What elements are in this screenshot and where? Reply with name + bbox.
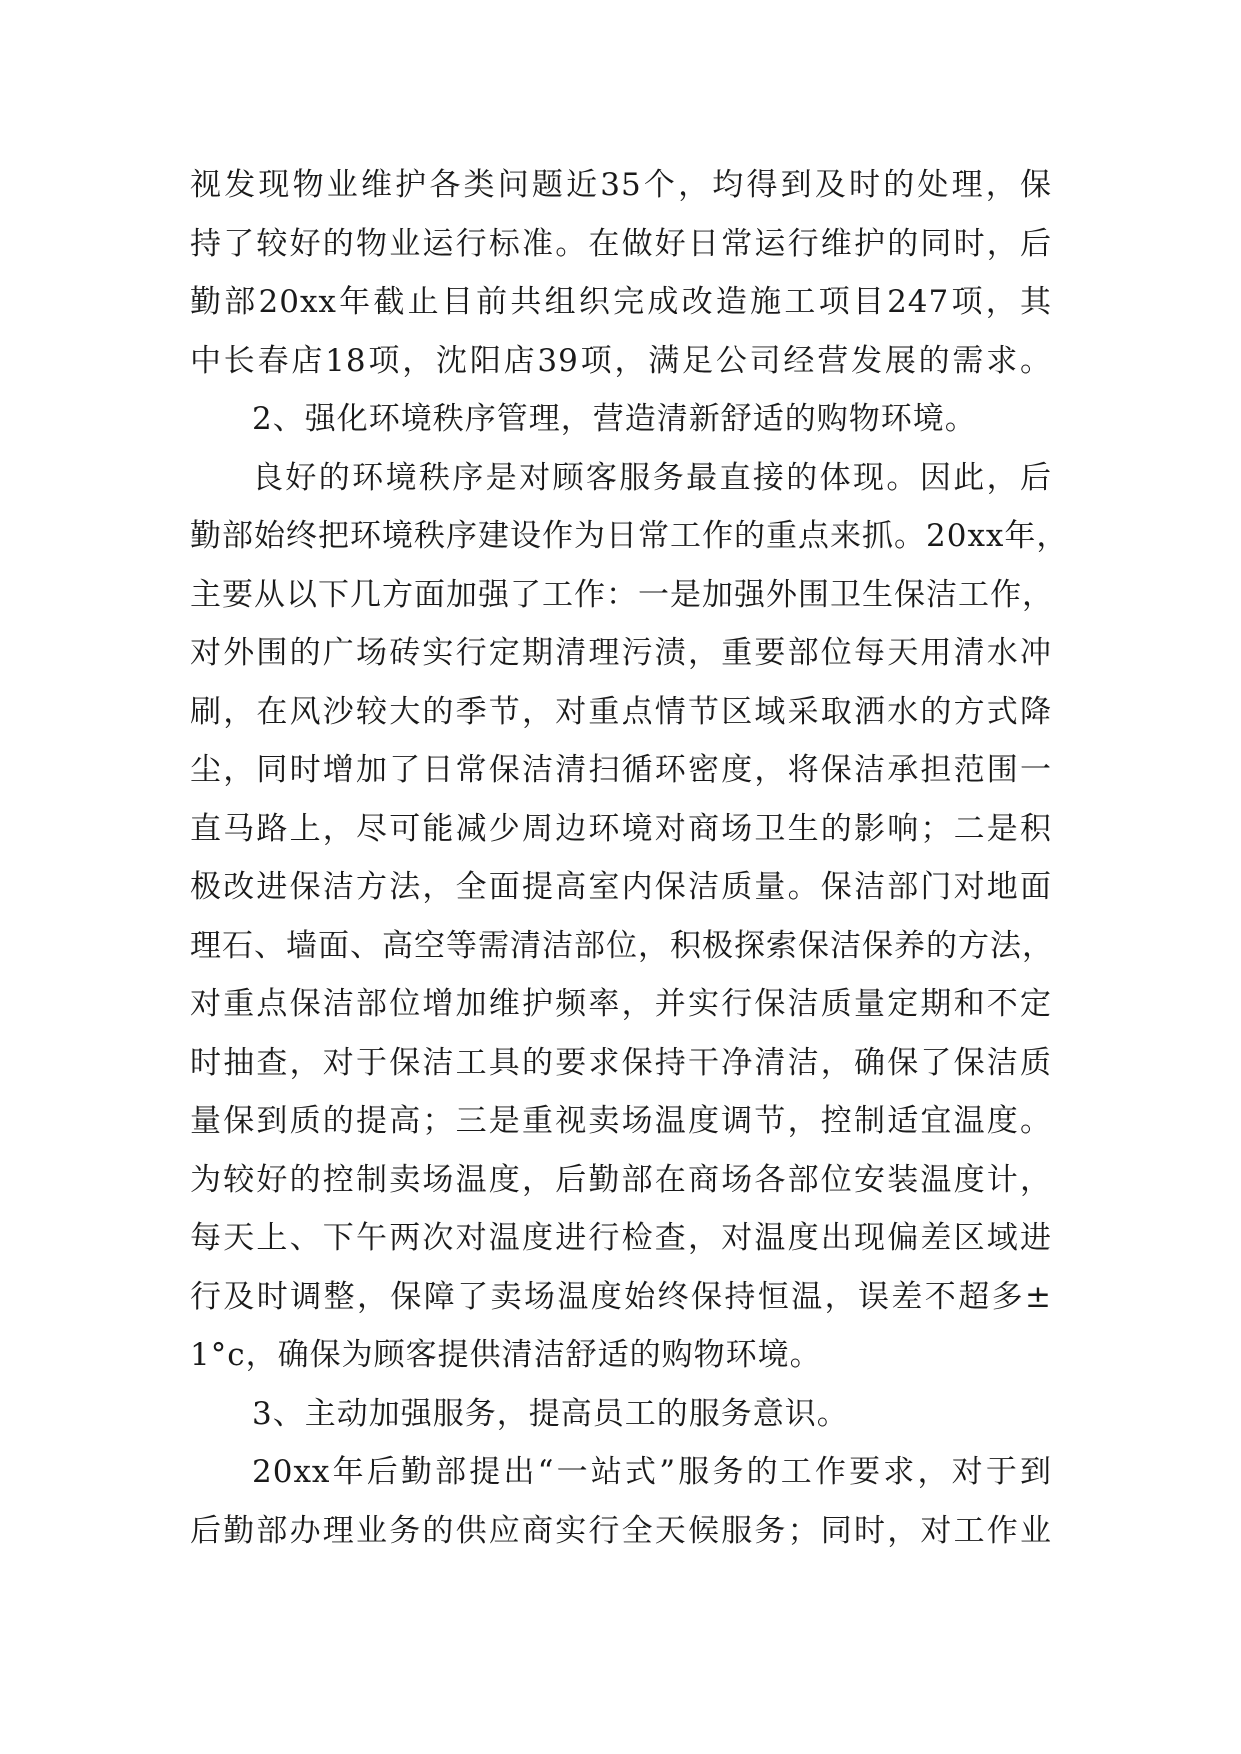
- document-body: [190, 156, 1069, 1560]
- paragraph-line: 持了较好的物业运行标准。在做好日常运行维护的同时，后: [190, 225, 1052, 262]
- paragraph-line: 尘，同时增加了日常保洁清扫循环密度，将保洁承担范围一: [190, 752, 1052, 788]
- section-heading: 3、主动加强服务，提高员工的服务意识。: [252, 1395, 849, 1432]
- paragraph-line: 对重点保洁部位增加维护频率，并实行保洁质量定期和不定: [190, 986, 1052, 1022]
- paragraph-line: 20xx年后勤部提出“一站式”服务的工作要求，对于到: [252, 1454, 1052, 1490]
- paragraph-line: 时抽查，对于保洁工具的要求保持干净清洁，确保了保洁质: [190, 1044, 1052, 1081]
- paragraph-line: 主要从以下几方面加强了工作：一是加强外围卫生保洁工作，: [190, 576, 1054, 613]
- paragraph-line: 为较好的控制卖场温度，后勤部在商场各部位安装温度计，: [190, 1161, 1052, 1198]
- paragraph-line: 勤部20xx年截止目前共组织完成改造施工项目247项，其: [190, 284, 1052, 320]
- paragraph-line: 良好的环境秩序是对顾客服务最直接的体现。因此，后: [252, 459, 1052, 496]
- paragraph-line: 视发现物业维护各类问题近35个，均得到及时的处理，保: [190, 167, 1052, 203]
- paragraph-line: 中长春店18项，沈阳店39项，满足公司经营发展的需求。: [190, 342, 1052, 379]
- paragraph-line: 对外围的广场砖实行定期清理污渍，重要部位每天用清水冲: [190, 635, 1052, 671]
- paragraph-line: 刷，在风沙较大的季节，对重点情节区域采取洒水的方式降: [190, 693, 1052, 730]
- paragraph-line: 理石、墙面、高空等需清洁部位，积极探索保洁保养的方法，: [190, 927, 1054, 964]
- paragraph-line: 量保到质的提高；三是重视卖场温度调节，控制适宜温度。: [190, 1103, 1052, 1139]
- paragraph-line: 行及时调整，保障了卖场温度始终保持恒温，误差不超多±: [190, 1278, 1052, 1315]
- paragraph-line: 1°c，确保为顾客提供清洁舒适的购物环境。: [190, 1337, 822, 1373]
- paragraph-line: 每天上、下午两次对温度进行检查，对温度出现偏差区域进: [190, 1220, 1052, 1256]
- paragraph-line: 极改进保洁方法，全面提高室内保洁质量。保洁部门对地面: [190, 869, 1052, 905]
- section-heading: 2、强化环境秩序管理，营造清新舒适的购物环境。: [252, 401, 977, 437]
- paragraph-line: 后勤部办理业务的供应商实行全天候服务；同时，对工作业: [190, 1512, 1052, 1549]
- paragraph-line: 直马路上，尽可能减少周边环境对商场卫生的影响；二是积: [190, 810, 1052, 847]
- paragraph-line: 勤部始终把环境秩序建设作为日常工作的重点来抓。20xx年，: [190, 518, 1069, 554]
